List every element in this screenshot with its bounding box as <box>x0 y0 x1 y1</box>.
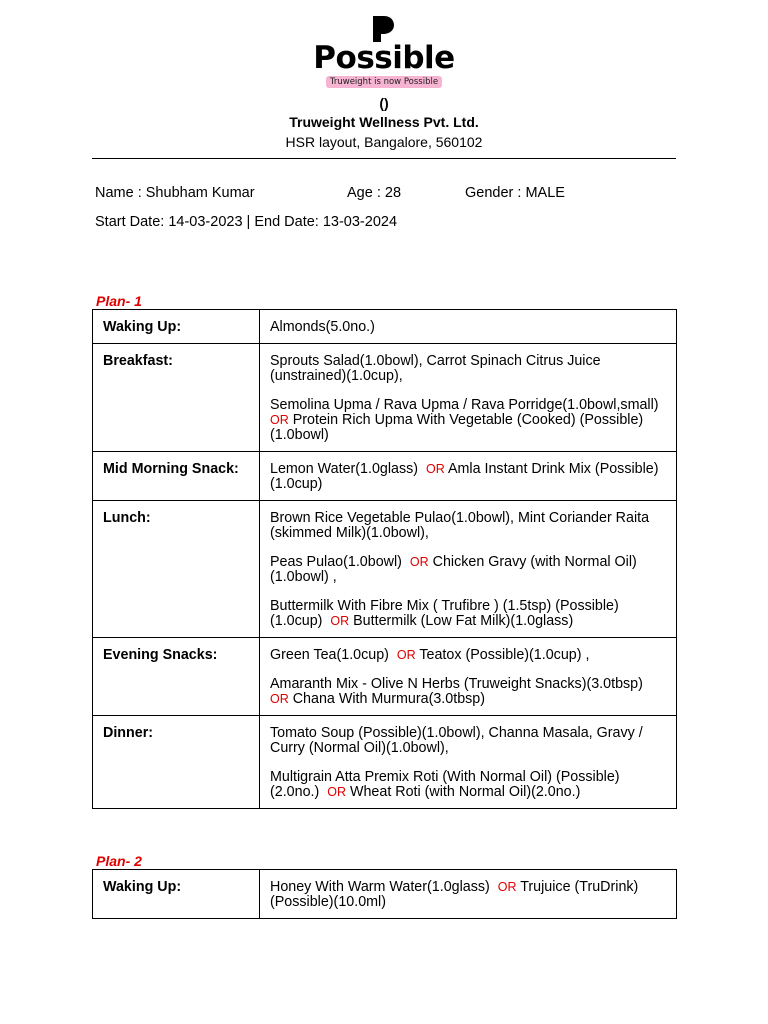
meal-label: Mid Morning Snack: <box>93 452 260 501</box>
meal-item-text: Tomato Soup (Possible)(1.0bowl), Channa Masala, Gravy / Curry (Normal Oil)(1.0bowl), <box>270 725 643 756</box>
meal-item-text: Chicken Gravy (with Normal Oil)(1.0bowl) , <box>270 554 637 585</box>
meal-item-text: Trujuice (TruDrink) (Possible)(10.0ml) <box>270 879 639 910</box>
or-separator: OR <box>497 880 517 894</box>
meal-label: Lunch: <box>93 501 260 638</box>
meal-items <box>260 310 677 344</box>
meal-row <box>93 344 677 452</box>
meal-option-group <box>270 770 666 800</box>
meal-item-text: Green Tea(1.0cup) <box>270 647 389 663</box>
plan-dates: Start Date: 14-03-2023 | End Date: 13-03-2024 <box>95 214 398 230</box>
or-separator: OR <box>270 692 289 706</box>
client-age: Age : 28 <box>347 185 402 201</box>
or-separator: OR <box>330 614 350 628</box>
plan-title: Plan- 2 <box>96 853 142 869</box>
meal-items <box>260 452 677 501</box>
meal-option-group <box>270 511 666 541</box>
meal-option-group <box>270 880 666 910</box>
meal-label: Waking Up: <box>93 870 260 919</box>
plan-table <box>92 869 677 919</box>
meal-row <box>93 310 677 344</box>
or-separator: OR <box>327 785 346 799</box>
meal-option-group <box>270 599 666 629</box>
brand-wordmark: Possible <box>313 40 455 76</box>
meal-option-group <box>270 648 666 663</box>
meal-item-text: Lemon Water(1.0glass) <box>270 461 419 477</box>
header-parens: () <box>379 95 389 111</box>
or-separator: OR <box>396 648 416 662</box>
header-divider <box>92 158 676 159</box>
meal-option-group <box>270 320 666 335</box>
possible-logo-icon <box>370 14 396 44</box>
brand-tagline: Truweight is now Possible <box>326 76 442 88</box>
meal-option-group <box>270 677 666 707</box>
meal-label: Waking Up: <box>93 310 260 344</box>
meal-row <box>93 638 677 716</box>
meal-item-text: Teatox (Possible)(1.0cup) , <box>419 647 590 663</box>
meal-item-text: Protein Rich Upma With Vegetable (Cooked) (Possible)(1.0bowl) <box>270 412 644 443</box>
meal-label: Dinner: <box>93 716 260 809</box>
brand-logo <box>0 14 768 92</box>
meal-item-text: Semolina Upma / Rava Upma / Rava Porridge(1.0bowl,small) <box>270 397 659 413</box>
meal-item-text: Wheat Roti (with Normal Oil)(2.0no.) <box>349 784 581 800</box>
meal-item-text: Chana With Murmura(3.0tbsp) <box>292 691 486 707</box>
meal-option-group <box>270 398 666 443</box>
meal-label: Evening Snacks: <box>93 638 260 716</box>
company-name: Truweight Wellness Pvt. Ltd. <box>289 114 479 130</box>
meal-option-group <box>270 555 666 585</box>
meal-items <box>260 638 677 716</box>
meal-item-text: Peas Pulao(1.0bowl) <box>270 554 402 570</box>
meal-item-text: Brown Rice Vegetable Pulao(1.0bowl), Mint Coriander Raita (skimmed Milk)(1.0bowl), <box>270 510 650 541</box>
meal-row <box>93 452 677 501</box>
meal-item-text: Honey With Warm Water(1.0glass) <box>270 879 490 895</box>
meal-items <box>260 344 677 452</box>
meal-items <box>260 870 677 919</box>
meal-item-text: Sprouts Salad(1.0bowl), Carrot Spinach Citrus Juice (unstrained)(1.0cup), <box>270 353 601 384</box>
meal-label: Breakfast: <box>93 344 260 452</box>
plan-title: Plan- 1 <box>96 293 142 309</box>
meal-option-group <box>270 354 666 384</box>
meal-item-text: Buttermilk (Low Fat Milk)(1.0glass) <box>353 613 574 629</box>
meal-option-group <box>270 726 666 756</box>
meal-item-text: Amla Instant Drink Mix (Possible)(1.0cup) <box>270 461 659 492</box>
meal-row <box>93 501 677 638</box>
meal-item-text: Almonds(5.0no.) <box>270 319 375 335</box>
or-separator: OR <box>426 462 445 476</box>
meal-item-text: Amaranth Mix - Olive N Herbs (Truweight Snacks)(3.0tbsp) <box>270 676 643 692</box>
company-address: HSR layout, Bangalore, 560102 <box>285 134 483 150</box>
plan-table <box>92 309 677 809</box>
meal-items <box>260 716 677 809</box>
meal-item-text: Multigrain Atta Premix Roti (With Normal Oil) (Possible)(2.0no.) <box>270 769 620 800</box>
meal-option-group <box>270 462 666 492</box>
client-name: Name : Shubham Kumar <box>95 185 255 201</box>
client-gender: Gender : MALE <box>465 185 565 201</box>
meal-row <box>93 870 677 919</box>
meal-item-text: Buttermilk With Fibre Mix ( Trufibre ) (1.5tsp) (Possible)(1.0cup) <box>270 598 619 629</box>
meal-items <box>260 501 677 638</box>
or-separator: OR <box>409 555 429 569</box>
or-separator: OR <box>270 413 289 427</box>
meal-row <box>93 716 677 809</box>
